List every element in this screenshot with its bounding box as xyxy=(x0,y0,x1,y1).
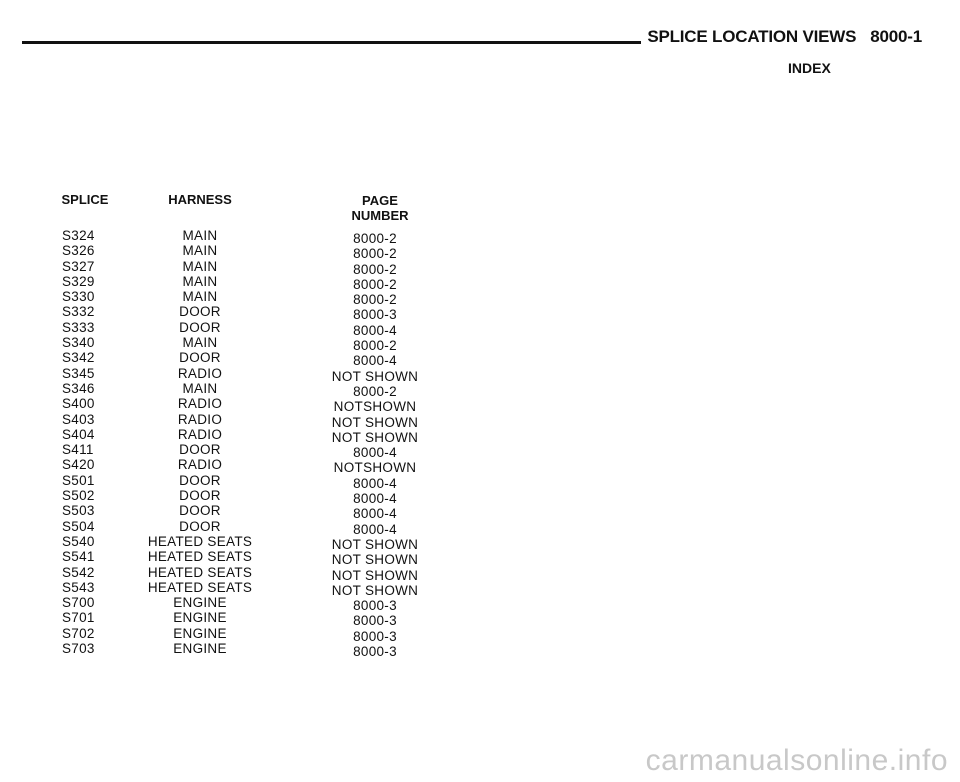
splice-id-cell: S411 xyxy=(62,442,94,458)
splice-id-cell: S404 xyxy=(62,426,95,442)
harness-cell: ENGINE xyxy=(173,625,227,641)
table-row xyxy=(0,396,960,415)
page-number-cell: 8000-2 xyxy=(353,292,397,308)
harness-cell: MAIN xyxy=(182,258,218,274)
splice-id-cell: S504 xyxy=(62,518,95,534)
splice-id-cell: S400 xyxy=(62,396,95,412)
column-header-harness: HARNESS xyxy=(168,192,232,207)
page-title xyxy=(641,27,922,47)
harness-cell: DOOR xyxy=(179,350,221,366)
harness-cell: RADIO xyxy=(177,365,223,381)
page-number-cell: 8000-4 xyxy=(353,445,397,461)
harness-cell: MAIN xyxy=(182,289,218,305)
table-row xyxy=(0,488,960,507)
table-row xyxy=(0,365,960,384)
section-title: SPLICE LOCATION VIEWS xyxy=(647,27,857,46)
page-number-cell: NOT SHOWN xyxy=(331,567,419,583)
splice-id-cell: S403 xyxy=(62,411,95,427)
table-row xyxy=(0,380,960,399)
splice-id-cell: S541 xyxy=(62,549,95,565)
harness-cell: HEATED SEATS xyxy=(147,533,253,549)
table-row xyxy=(0,549,960,568)
splice-id-cell: S543 xyxy=(62,579,95,595)
harness-cell: HEATED SEATS xyxy=(147,579,253,595)
page-number-cell: 8000-3 xyxy=(353,644,397,660)
harness-cell: DOOR xyxy=(179,319,221,335)
page-number-cell: 8000-3 xyxy=(353,598,397,614)
harness-cell: RADIO xyxy=(177,411,223,427)
splice-id-cell: S501 xyxy=(62,472,95,488)
splice-id-cell: S327 xyxy=(62,258,95,274)
page-number-cell: 8000-3 xyxy=(353,307,397,323)
harness-cell: DOOR xyxy=(179,472,221,488)
page-number-cell: NOT SHOWN xyxy=(331,536,419,552)
table-row xyxy=(0,579,960,598)
page-number-cell: 8000-4 xyxy=(353,506,397,522)
splice-id-cell: S542 xyxy=(62,564,95,580)
splice-id-cell: S330 xyxy=(62,289,95,305)
column-header-page-line1: PAGE xyxy=(362,193,398,208)
table-row xyxy=(0,350,960,369)
page-number-cell: NOT SHOWN xyxy=(331,414,419,430)
page-number-cell: 8000-4 xyxy=(353,475,397,491)
table-row xyxy=(0,335,960,354)
table-row xyxy=(0,243,960,262)
column-header-page-number xyxy=(320,193,440,223)
harness-cell: ENGINE xyxy=(173,641,227,657)
harness-cell: HEATED SEATS xyxy=(147,549,253,565)
table-row xyxy=(0,457,960,476)
harness-cell: MAIN xyxy=(182,228,218,243)
harness-cell: HEATED SEATS xyxy=(147,564,253,580)
splice-id-cell: S329 xyxy=(62,273,95,289)
splice-id-cell: S326 xyxy=(62,243,95,259)
table-row xyxy=(0,564,960,583)
splice-table-body xyxy=(0,228,960,660)
page-number-cell: NOT SHOWN xyxy=(331,429,419,445)
harness-cell: RADIO xyxy=(177,396,223,412)
splice-id-cell: S701 xyxy=(62,610,95,626)
harness-cell: MAIN xyxy=(182,243,218,259)
table-row xyxy=(0,503,960,522)
page-number-cell: 8000-4 xyxy=(353,353,397,369)
page-number-cell: 8000-2 xyxy=(353,383,397,399)
page-number-cell: NOTSHOWN xyxy=(333,460,417,476)
harness-cell: RADIO xyxy=(177,426,223,442)
harness-cell: MAIN xyxy=(182,380,218,396)
harness-cell: DOOR xyxy=(179,304,221,320)
page-number-cell: 8000-2 xyxy=(353,261,397,277)
column-header-page-line2: NUMBER xyxy=(351,208,409,223)
table-row xyxy=(0,472,960,491)
page-number-cell: 8000-2 xyxy=(353,231,397,246)
splice-id-cell: S345 xyxy=(62,365,95,381)
splice-id-cell: S346 xyxy=(62,380,95,396)
page-number-cell: 8000-2 xyxy=(353,246,397,262)
page-number-cell: 8000-2 xyxy=(353,338,397,354)
page-number-cell: NOT SHOWN xyxy=(331,582,419,598)
table-row xyxy=(0,442,960,461)
page-number-cell: 8000-3 xyxy=(353,613,397,629)
table-row xyxy=(0,595,960,614)
page-number-cell: 8000-4 xyxy=(353,521,397,537)
splice-id-cell: S324 xyxy=(62,228,95,243)
splice-id-cell: S702 xyxy=(62,625,95,641)
table-row xyxy=(0,625,960,644)
table-row xyxy=(0,289,960,308)
splice-id-cell: S700 xyxy=(62,595,95,611)
page-number-cell: NOT SHOWN xyxy=(331,368,419,384)
table-row xyxy=(0,228,960,246)
page-subtitle: INDEX xyxy=(788,60,831,76)
harness-cell: DOOR xyxy=(179,503,221,519)
page-number-cell: 8000-4 xyxy=(353,491,397,507)
splice-id-cell: S340 xyxy=(62,335,95,351)
harness-cell: DOOR xyxy=(179,488,221,504)
page-number-cell: 8000-3 xyxy=(353,628,397,644)
table-row xyxy=(0,641,960,660)
table-row xyxy=(0,273,960,292)
splice-id-cell: S502 xyxy=(62,488,95,504)
table-row xyxy=(0,533,960,552)
page-number-cell: NOT SHOWN xyxy=(331,552,419,568)
splice-id-cell: S503 xyxy=(62,503,95,519)
harness-cell: ENGINE xyxy=(173,610,227,626)
harness-cell: RADIO xyxy=(177,457,223,473)
page-number-cell: 8000-2 xyxy=(353,276,397,292)
table-row xyxy=(0,258,960,277)
table-row xyxy=(0,304,960,323)
harness-cell: MAIN xyxy=(182,273,218,289)
harness-cell: DOOR xyxy=(179,442,221,458)
column-header-splice: SPLICE xyxy=(61,192,109,207)
table-row xyxy=(0,411,960,430)
splice-id-cell: S342 xyxy=(62,350,95,366)
table-row xyxy=(0,319,960,338)
table-row xyxy=(0,610,960,629)
splice-id-cell: S540 xyxy=(62,533,95,549)
page-number-cell: 8000-4 xyxy=(353,322,397,338)
harness-cell: DOOR xyxy=(179,518,221,534)
watermark: carmanualsonline.info xyxy=(645,744,948,777)
page-code: 8000-1 xyxy=(870,27,922,46)
harness-cell: MAIN xyxy=(182,335,218,351)
harness-cell: ENGINE xyxy=(173,595,227,611)
splice-id-cell: S333 xyxy=(62,319,95,335)
page-number-cell: NOTSHOWN xyxy=(333,399,417,415)
splice-id-cell: S703 xyxy=(62,641,95,657)
table-row xyxy=(0,518,960,537)
splice-id-cell: S332 xyxy=(62,304,95,320)
table-row xyxy=(0,426,960,445)
splice-id-cell: S420 xyxy=(62,457,95,473)
